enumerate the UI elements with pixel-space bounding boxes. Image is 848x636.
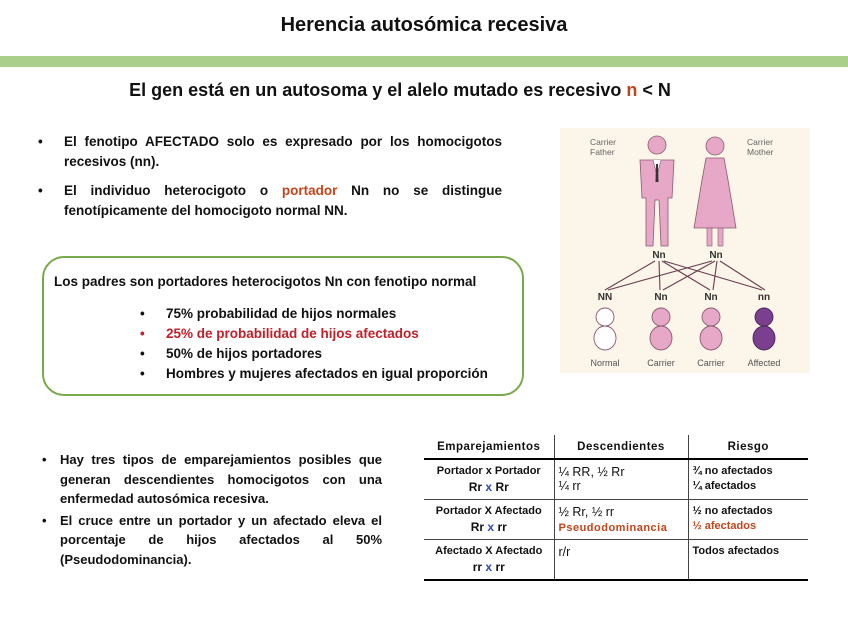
header-offspring: Descendientes [554, 435, 688, 459]
cross-genotype: Rr [470, 520, 485, 534]
father-label-line2: Father [590, 147, 615, 157]
risk-line: Todos afectados [692, 545, 780, 557]
bullet-pairing-types: • Hay tres tipos de emparejamientos posibles que generan descendientes homocigotos con una enfermedad autosómica recesiva. [42, 450, 382, 509]
bullet-text: El fenotipo AFECTADO solo es expresado por los homocigotos recesivos (nn). [64, 134, 502, 169]
cross-genotype: Rr [468, 480, 483, 494]
subtitle-allele: n [626, 80, 638, 100]
child-label: Carrier [647, 358, 675, 368]
mother-label-line2: Mother [747, 147, 774, 157]
header-risk: Riesgo [688, 435, 808, 459]
risk-line: ¾ no afectados [692, 465, 773, 477]
probability-item-affected: • 25% de probabilidad de hijos afectados [140, 324, 488, 344]
table-row [424, 459, 808, 500]
child-figure-normal [594, 308, 616, 350]
pairing-cell [424, 500, 554, 540]
offspring-line: r/r [558, 545, 571, 559]
cross-symbol: x [485, 480, 493, 494]
child-figure-carrier [700, 308, 722, 350]
pseudodominance-note: Pseudodominancia [558, 522, 668, 534]
pairing-label: Portador x Portador [436, 465, 541, 477]
father-genotype: Nn [652, 250, 666, 261]
subtitle [0, 80, 800, 101]
offspring-cell [554, 500, 688, 540]
bullet-text-after: Nn no se distingue fenotípicamente del homocigoto normal NN. [64, 183, 502, 218]
header-pairings: Emparejamientos [424, 435, 554, 459]
child-label: Affected [747, 358, 781, 368]
bullet-carrier-term: portador [281, 183, 338, 199]
child-label: Normal [590, 358, 620, 368]
probability-list [140, 304, 488, 384]
offspring-cell [554, 459, 688, 500]
risk-line-affected: ½ afectados [692, 520, 757, 532]
probability-item: • 50% de hijos portadores [140, 344, 488, 364]
subtitle-text: El gen está en un autosoma y el alelo mutado es recesivo [129, 80, 627, 100]
offspring-cell [554, 540, 688, 581]
pairing-label: Afectado X Afectado [435, 545, 543, 557]
cross-genotype: rr [472, 560, 483, 574]
pairing-cell [424, 459, 554, 500]
parents-box-heading: Los padres son portadores heterocigotos Nn con fenotipo normal [54, 274, 477, 289]
table-header-row [424, 435, 808, 459]
child-figure-carrier [650, 308, 672, 350]
bullet-text-before: El individuo heterocigoto o [64, 183, 282, 199]
bullet-affected-phenotype [38, 132, 502, 171]
child-figure-affected [753, 308, 775, 350]
top-bullet-list [38, 132, 502, 230]
mother-genotype: Nn [709, 250, 723, 261]
pedigree-illustration [560, 128, 810, 373]
title-divider [0, 56, 848, 67]
cross-symbol: x [485, 560, 493, 574]
risk-table [424, 435, 808, 581]
child-genotype: Nn [704, 292, 718, 303]
parents-info-box [42, 256, 524, 396]
child-genotype: nn [757, 292, 771, 303]
risk-cell [688, 540, 808, 581]
cross-symbol: x [487, 520, 495, 534]
pairing-cross [428, 560, 550, 574]
pairing-cell [424, 540, 554, 581]
pairing-label: Portador X Afectado [435, 505, 542, 517]
child-genotype: Nn [654, 292, 668, 303]
bullet-pseudodominance: • El cruce entre un portador y un afectado eleva el porcentaje de hijos afectados al 50% (Pseudodominancia). [42, 511, 382, 570]
cross-genotype: rr [495, 560, 505, 574]
bottom-bullet-list [42, 450, 382, 571]
offspring-line: ¼ rr [558, 479, 581, 493]
child-label: Carrier [697, 358, 725, 368]
child-genotype: NN [597, 292, 613, 303]
mother-label-line1: Carrier [747, 137, 773, 147]
offspring-line: ¼ RR, ½ Rr [558, 465, 625, 479]
cross-genotype: rr [497, 520, 507, 534]
risk-line: ¼ afectados [692, 480, 757, 492]
father-label-line1: Carrier [590, 137, 616, 147]
risk-cell [688, 459, 808, 500]
offspring-line: ½ Rr, ½ rr [558, 505, 615, 519]
page-title: Herencia autosómica recesiva [280, 14, 568, 36]
table-row [424, 540, 808, 581]
bullet-heterozygote [38, 181, 502, 220]
risk-line: ½ no afectados [692, 505, 773, 517]
pairing-cross [428, 480, 550, 494]
cross-genotype: Rr [495, 480, 509, 494]
table-row [424, 500, 808, 540]
risk-cell [688, 500, 808, 540]
probability-item: • Hombres y mujeres afectados en igual proporción [140, 364, 488, 384]
probability-item: • 75% probabilidad de hijos normales [140, 304, 488, 324]
subtitle-rest: < N [637, 80, 671, 100]
pairing-cross [428, 520, 550, 534]
